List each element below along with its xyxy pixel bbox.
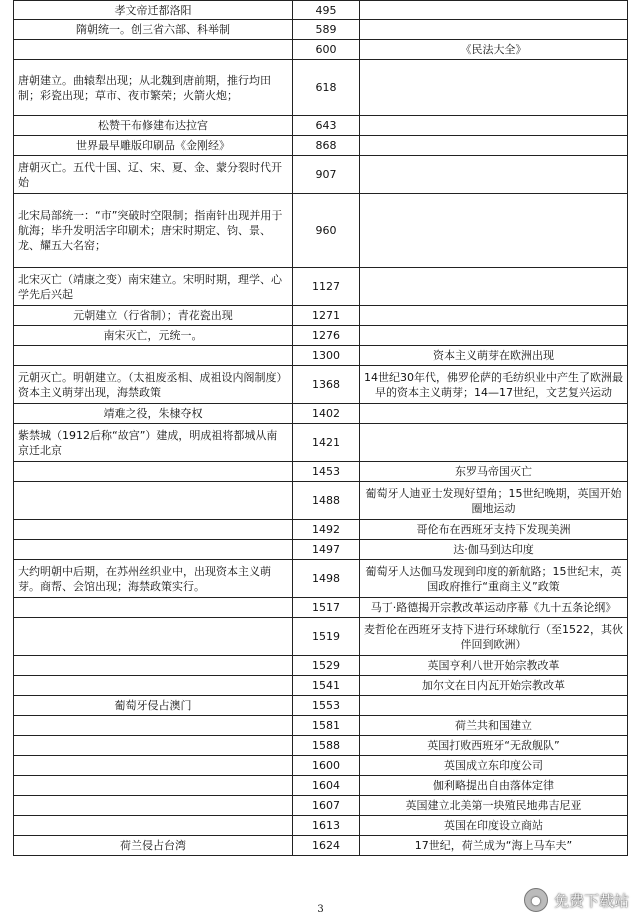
- event-cell: 北宋局部统一：“市”突破时空限制；指南针出现并用于航海；毕升发明活字印刷术；唐宋时期定、钧、景、龙、耀五大名窑；: [14, 194, 293, 268]
- table-row: [14, 194, 628, 268]
- world-event-cell: 达·伽马到达印度: [360, 540, 628, 560]
- table-row: [14, 1, 628, 20]
- table-row: [14, 676, 628, 696]
- year-cell: 1600: [293, 756, 360, 776]
- table-row: [14, 404, 628, 424]
- year-cell: 1588: [293, 736, 360, 756]
- year-cell: 1553: [293, 696, 360, 716]
- year-cell: 1300: [293, 346, 360, 366]
- year-cell: 1624: [293, 836, 360, 856]
- world-event-cell: 荷兰共和国建立: [360, 716, 628, 736]
- world-event-cell: 葡萄牙人迪亚士发现好望角；15世纪晚期，英国开始圈地运动: [360, 482, 628, 520]
- event-cell: 南宋灭亡，元统一。: [14, 326, 293, 346]
- year-cell: 1498: [293, 560, 360, 598]
- table-row: [14, 520, 628, 540]
- table-row: [14, 560, 628, 598]
- event-cell: [14, 756, 293, 776]
- table-row: [14, 816, 628, 836]
- table-row: [14, 268, 628, 306]
- event-cell: [14, 462, 293, 482]
- world-event-cell: [360, 696, 628, 716]
- year-cell: 1497: [293, 540, 360, 560]
- world-event-cell: 资本主义萌芽在欧洲出现: [360, 346, 628, 366]
- year-cell: 495: [293, 1, 360, 20]
- year-cell: 618: [293, 60, 360, 116]
- table-row: [14, 40, 628, 60]
- event-cell: [14, 618, 293, 656]
- year-cell: 1271: [293, 306, 360, 326]
- table-row: [14, 346, 628, 366]
- table-row: [14, 540, 628, 560]
- world-event-cell: 英国在印度设立商站: [360, 816, 628, 836]
- watermark-text: 免费下载站: [553, 891, 629, 910]
- event-cell: 大约明朝中后期，在苏州丝织业中，出现资本主义萌芽。商帮、会馆出现；海禁政策实行。: [14, 560, 293, 598]
- event-cell: 北宋灭亡（靖康之变）南宋建立。宋明时期，理学、心学先后兴起: [14, 268, 293, 306]
- year-cell: 1127: [293, 268, 360, 306]
- year-cell: 1519: [293, 618, 360, 656]
- world-event-cell: 17世纪，荷兰成为“海上马车夫”: [360, 836, 628, 856]
- event-cell: [14, 796, 293, 816]
- table-row: [14, 716, 628, 736]
- table-row: [14, 424, 628, 462]
- world-event-cell: 加尔文在日内瓦开始宗教改革: [360, 676, 628, 696]
- event-cell: [14, 816, 293, 836]
- world-event-cell: [360, 136, 628, 156]
- event-cell: [14, 598, 293, 618]
- year-cell: 1517: [293, 598, 360, 618]
- event-cell: [14, 736, 293, 756]
- table-row: [14, 20, 628, 40]
- table-row: [14, 136, 628, 156]
- world-event-cell: [360, 306, 628, 326]
- event-cell: 元朝灭亡。明朝建立。（太祖废丞相、成祖设内阁制度）资本主义萌芽出现，海禁政策: [14, 366, 293, 404]
- table-row: [14, 598, 628, 618]
- world-event-cell: 英国成立东印度公司: [360, 756, 628, 776]
- world-event-cell: [360, 424, 628, 462]
- world-event-cell: [360, 1, 628, 20]
- year-cell: 1488: [293, 482, 360, 520]
- year-cell: 1421: [293, 424, 360, 462]
- event-cell: 紫禁城（1912后称“故宫”）建成，明成祖将都城从南京迁北京: [14, 424, 293, 462]
- table-row: [14, 618, 628, 656]
- world-event-cell: 东罗马帝国灭亡: [360, 462, 628, 482]
- year-cell: 1492: [293, 520, 360, 540]
- table-row: [14, 756, 628, 776]
- table-row: [14, 796, 628, 816]
- world-event-cell: 伽利略提出自由落体定律: [360, 776, 628, 796]
- event-cell: 唐朝灭亡。五代十国、辽、宋、夏、金、蒙分裂时代开始: [14, 156, 293, 194]
- year-cell: 600: [293, 40, 360, 60]
- wechat-icon: ●: [524, 888, 548, 912]
- world-event-cell: 14世纪30年代，佛罗伦萨的毛纺织业中产生了欧洲最早的资本主义萌芽；14—17世纪，文艺复兴运动: [360, 366, 628, 404]
- event-cell: [14, 716, 293, 736]
- table-row: [14, 156, 628, 194]
- table-row: [14, 836, 628, 856]
- page-number: 3: [317, 904, 324, 915]
- world-event-cell: 英国亨利八世开始宗教改革: [360, 656, 628, 676]
- world-event-cell: 英国建立北美第一块殖民地弗吉尼亚: [360, 796, 628, 816]
- year-cell: 1613: [293, 816, 360, 836]
- world-event-cell: [360, 404, 628, 424]
- world-event-cell: 哥伦布在西班牙支持下发现美洲: [360, 520, 628, 540]
- timeline-table: [13, 0, 628, 856]
- world-event-cell: 英国打败西班牙“无敌舰队”: [360, 736, 628, 756]
- table-row: [14, 656, 628, 676]
- table-row: [14, 696, 628, 716]
- table-row: [14, 776, 628, 796]
- table-row: [14, 462, 628, 482]
- event-cell: 隋朝统一。创三省六部、科举制: [14, 20, 293, 40]
- event-cell: 葡萄牙侵占澳门: [14, 696, 293, 716]
- world-event-cell: 《民法大全》: [360, 40, 628, 60]
- world-event-cell: [360, 60, 628, 116]
- year-cell: 868: [293, 136, 360, 156]
- event-cell: 唐朝建立。曲辕犁出现；从北魏到唐前期，推行均田制；彩瓷出现；草市、夜市繁荣；火箭火炮；: [14, 60, 293, 116]
- event-cell: 世界最早雕版印刷品《金刚经》: [14, 136, 293, 156]
- year-cell: 1607: [293, 796, 360, 816]
- event-cell: [14, 776, 293, 796]
- table-row: [14, 482, 628, 520]
- table-row: [14, 306, 628, 326]
- year-cell: 960: [293, 194, 360, 268]
- world-event-cell: [360, 194, 628, 268]
- world-event-cell: [360, 268, 628, 306]
- event-cell: [14, 540, 293, 560]
- world-event-cell: 葡萄牙人达伽马发现到印度的新航路；15世纪末，英国政府推行“重商主义”政策: [360, 560, 628, 598]
- world-event-cell: 麦哲伦在西班牙支持下进行环球航行（至1522，其伙伴回到欧洲）: [360, 618, 628, 656]
- world-event-cell: 马丁·路德揭开宗教改革运动序幕《九十五条论纲》: [360, 598, 628, 618]
- table-row: [14, 60, 628, 116]
- watermark: [524, 888, 629, 912]
- year-cell: 1529: [293, 656, 360, 676]
- event-cell: [14, 520, 293, 540]
- table-row: [14, 116, 628, 136]
- event-cell: [14, 346, 293, 366]
- year-cell: 589: [293, 20, 360, 40]
- world-event-cell: [360, 116, 628, 136]
- year-cell: 643: [293, 116, 360, 136]
- event-cell: 荷兰侵占台湾: [14, 836, 293, 856]
- year-cell: 1541: [293, 676, 360, 696]
- year-cell: 1581: [293, 716, 360, 736]
- event-cell: 松赞干布修建布达拉宫: [14, 116, 293, 136]
- table-row: [14, 326, 628, 346]
- event-cell: 元朝建立（行省制）；青花瓷出现: [14, 306, 293, 326]
- event-cell: 靖难之役，朱棣夺权: [14, 404, 293, 424]
- world-event-cell: [360, 20, 628, 40]
- event-cell: [14, 40, 293, 60]
- event-cell: [14, 656, 293, 676]
- world-event-cell: [360, 156, 628, 194]
- table-row: [14, 366, 628, 404]
- year-cell: 907: [293, 156, 360, 194]
- event-cell: [14, 482, 293, 520]
- year-cell: 1604: [293, 776, 360, 796]
- event-cell: 孝文帝迁都洛阳: [14, 1, 293, 20]
- year-cell: 1368: [293, 366, 360, 404]
- year-cell: 1402: [293, 404, 360, 424]
- event-cell: [14, 676, 293, 696]
- year-cell: 1276: [293, 326, 360, 346]
- table-row: [14, 736, 628, 756]
- world-event-cell: [360, 326, 628, 346]
- year-cell: 1453: [293, 462, 360, 482]
